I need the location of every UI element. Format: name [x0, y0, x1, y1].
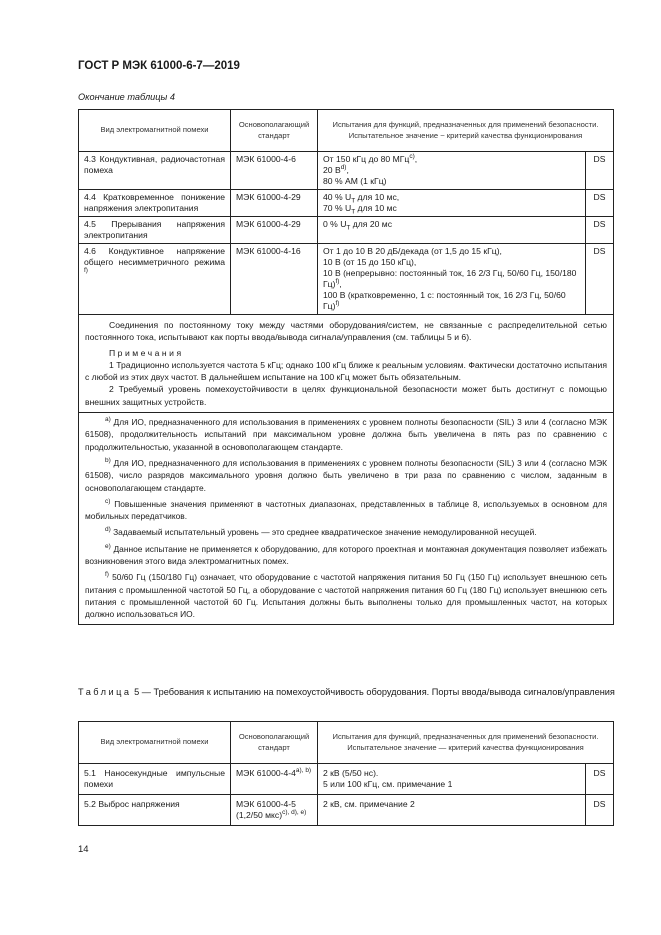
- footnote-f: $^{f)}$ 50/60 Гц (150/180 Гц) означает, что оборудование с частотой напряжения питания 50 Гц (150 Гц) использует внешнюю сеть питания с промышленной частотой 50 Гц, а оборудование с частотой напряжения питания 60 Гц (180 Гц) использует внешнюю сеть питания с промышленной частотой 60 Гц. Испытания должны быть выполнены только для промышленных частот, на которых должно использоваться ИО.: [85, 571, 608, 620]
- cell-phenomenon: 4.5 Прерывания напряжения электропитания: [79, 217, 231, 244]
- cell-standard: МЭК 61000-4-5 (1,2/50 мкс)$^{c), d), e)}$: [231, 795, 318, 826]
- cell-standard: МЭК 61000-4-29: [231, 190, 318, 217]
- cell-test-value: 2 кВ (5/50 нс). 5 или 100 кГц, см. примечание 1: [318, 764, 586, 795]
- header-tests-line1: Испытания для функций, предназначенных для применений безопасности.: [332, 120, 599, 129]
- footnotes-cell: [79, 413, 614, 624]
- footnote-b: $^{b)}$ Для ИО, предназначенного для использования в применениях с уровнем полноты безопасности (SIL) 3 или 4 (согласно МЭК 61508), число разрядов максимального уровня должно быть увеличено в три раза по сравнению с числом, заданным в основополагающем стандарте.: [85, 457, 608, 493]
- cell-phenomenon: 5.1 Наносекундные импульсные помехи: [79, 764, 231, 795]
- header-tests: Испытания для функций, предназначенных для применений безопасности. Испытательное значение — критерий качества функционирования: [318, 722, 614, 764]
- cell-test-value: 40 % $U_T$ для 10 мс, 70 % $U_T$ для 10 мс: [318, 190, 586, 217]
- notes-cell: [79, 315, 614, 413]
- cell-phenomenon: 4.6 Кондуктивное напряжение общего несимметричного режима $^{f)}$: [79, 244, 231, 315]
- cell-test-value: От 150 кГц до 80 МГц$^{c)}$, 20 $В^{d)}$, 80 % АМ (1 кГц): [318, 152, 586, 190]
- footnote-e: $^{e)}$ Данное испытание не применяется к оборудованию, для которого проектная и монтажная документация позволяет избежать возникновения этого вида электромагнитных помех.: [85, 542, 608, 567]
- footnotes-row: [79, 413, 614, 624]
- table-row: [79, 764, 614, 795]
- cell-phenomenon: 4.3 Кондуктивная, радиочастотная помеха: [79, 152, 231, 190]
- table-row: [79, 795, 614, 826]
- cell-standard: МЭК $61000-4-4^{a), b)}$: [231, 764, 318, 795]
- table-row: [79, 152, 614, 190]
- footnote-c: $^{c)}$ Повышенные значения применяют в частотных диапазонах, представленных в таблице 8, используемых в основном для мобильных передатчиков.: [85, 498, 608, 522]
- header-tests-line2: Испытательное значение ~ критерий качества функционирования: [348, 130, 583, 140]
- cell-criterion: DS: [586, 190, 614, 217]
- cell-standard: МЭК 61000-4-16: [231, 244, 318, 315]
- cell-test-value: 0 % $U_T$ для 20 мс: [318, 217, 586, 244]
- cell-standard: МЭК 61000-4-29: [231, 217, 318, 244]
- cell-criterion: DS: [586, 795, 614, 826]
- header-standard: Основополагающий стандарт: [231, 722, 318, 764]
- cell-standard: МЭК 61000-4-6: [231, 152, 318, 190]
- page-number: 14: [78, 844, 89, 855]
- cell-criterion: DS: [586, 764, 614, 795]
- document-header: ГОСТ Р МЭК 61000-6-7—2019: [78, 60, 240, 72]
- table-5-caption: Таблица 5 — Требования к испытанию на помехоустойчивость оборудования. Порты ввода/вывода сигналов/управления: [78, 687, 615, 697]
- table-4-header-row: [79, 110, 614, 152]
- cell-phenomenon: 4.4 Кратковременное понижение напряжения электропитания: [79, 190, 231, 217]
- header-phenomenon: Вид электромагнитной помехи: [79, 110, 231, 152]
- cell-phenomenon: 5.2 Выброс напряжения: [79, 795, 231, 826]
- cell-criterion: DS: [586, 217, 614, 244]
- header-phenomenon: Вид электромагнитной помехи: [79, 722, 231, 764]
- notes-row: [79, 315, 614, 413]
- table-row: [79, 244, 614, 315]
- cell-criterion: DS: [586, 152, 614, 190]
- cell-test-value: 2 кВ, см. примечание 2: [318, 795, 586, 826]
- table-5: [78, 721, 614, 826]
- notes-intro: Соединения по постоянному току между частями оборудования/систем, не связанные с распределительной сетью постоянного тока, испытывают как порты ввода/вывода сигнала/управления (см. таблицы 5 и 6).: [85, 320, 608, 343]
- table-row: [79, 217, 614, 244]
- notes-title: Примечания: [109, 347, 184, 358]
- note-2: 2 Требуемый уровень помехоустойчивости в целях функциональной безопасности может быть достигнут с помощью внешних защитных устройств.: [85, 384, 608, 407]
- footnote-a: $^{a)}$ Для ИО, предназначенного для использования в применениях с уровнем полноты безопасности (SIL) 3 или 4 (согласно МЭК 61508), продолжительность испытаний при максимальном уровне должна быть увеличена в пять раз по сравнению с продолжительностью, указанной в основополагающем стандарте.: [85, 416, 608, 452]
- header-tests: [318, 110, 614, 152]
- cell-criterion: DS: [586, 244, 614, 315]
- table-row: [79, 190, 614, 217]
- cell-test-value: От 1 до 10 В 20 дБ/декада (от 1,5 до 15 кГц), 10 В (от 15 до 150 кГц), 10 В (непрерывно: постоянный ток, 16 2/3 Гц, 50/60 Гц, 150/180 Гц)$^{f)}$, 100 В (кратковременно, 1 с: постоянный ток, 16 2/3 Гц, 50/60 Гц)$^{f)}$: [318, 244, 586, 315]
- table-5-header-row: [79, 722, 614, 764]
- table-4-caption: Окончание таблицы 4: [78, 92, 175, 102]
- header-standard: Основополагающий стандарт: [231, 110, 318, 152]
- table-4: [78, 109, 614, 625]
- note-1: 1 Традиционно используется частота 5 кГц; однако 100 кГц ближе к реальным условиям. Фактически достаточно испытания с любой из этих двух частот. В дальнейшем испытание на 100 кГц может быть обязательным.: [85, 359, 608, 383]
- footnote-d: $^{d)}$ Задаваемый испытательный уровень — это среднее квадратическое значение немодулированной несущей.: [105, 526, 537, 538]
